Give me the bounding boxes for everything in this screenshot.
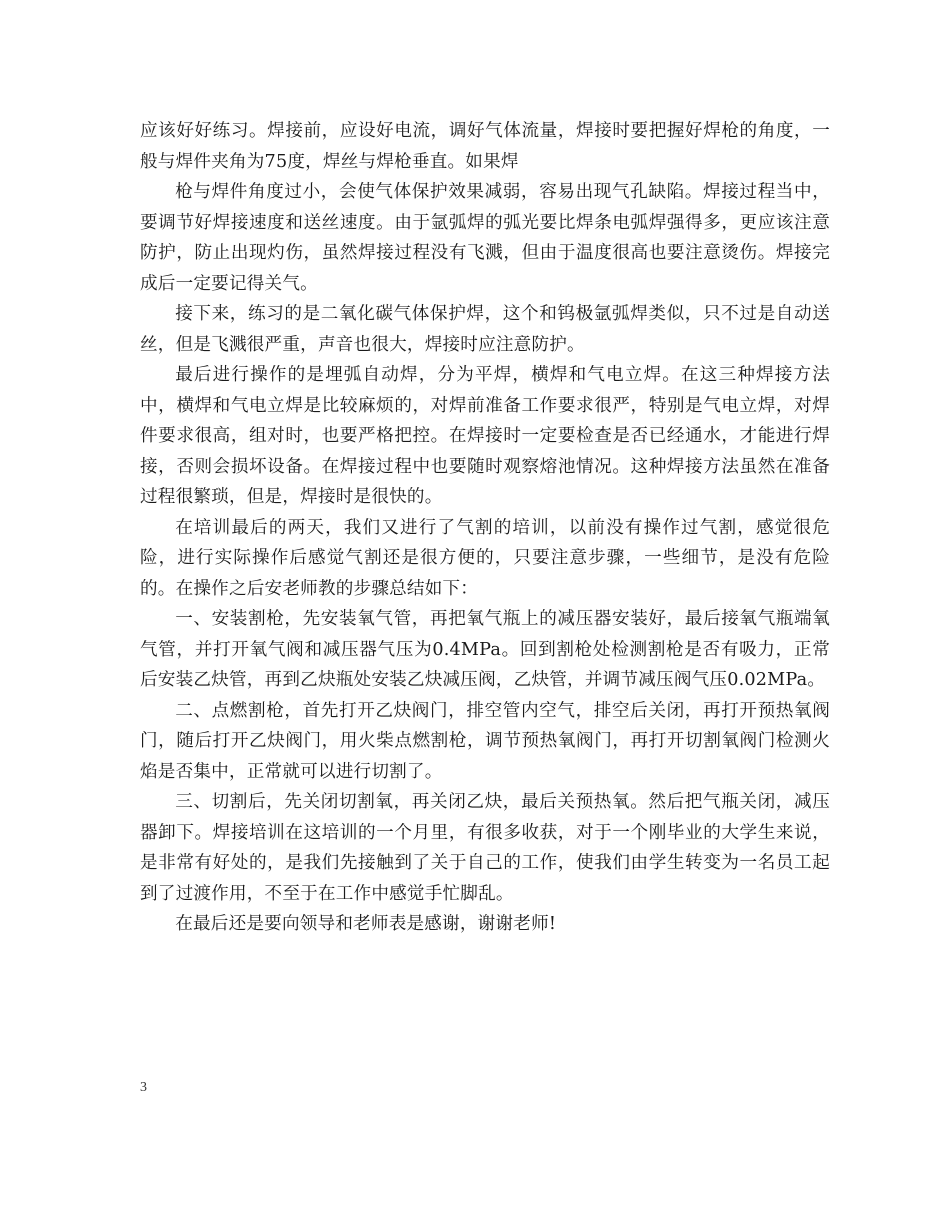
document-body [140, 116, 830, 940]
paragraph-3: 接下来，练习的是二氧化碳气体保护焊，这个和钨极氩弧焊类似，只不过是自动送丝，但是飞溅很严重，声音也很大，焊接时应注意防护。 [140, 304, 830, 355]
paragraph-2: 枪与焊件角度过小，会使气体保护效果减弱，容易出现气孔缺陷。焊接过程当中，要调节好焊接速度和送丝速度。由于氩弧焊的弧光要比焊条电弧焊强得多，更应该注意防护，防止出现灼伤，虽然焊接过程没有飞溅，但由于温度很高也要注意烫伤。焊接完成后一定要记得关气。 [140, 182, 830, 294]
paragraph-8: 三、切割后，先关闭切割氧，再关闭乙炔，最后关预热氧。然后把气瓶关闭，减压器卸下。焊接培训在这培训的一个月里，有很多收获，对于一个刚毕业的大学生来说，是非常有好处的，是我们先接触到了关于自己的工作，使我们由学生转变为一名员工起到了过渡作用，不至于在工作中感觉手忙脚乱。 [140, 792, 830, 904]
paragraph-6: 一、安装割枪，先安装氧气管，再把氧气瓶上的减压器安装好，最后接氧气瓶端氧气管，并打开氧气阀和减压器气压为0.4MPa。回到割枪处检测割枪是否有吸力，正常后安装乙炔管，再到乙炔瓶处安装乙炔减压阀，乙炔管，并调节减压阀气压0.02MPa。 [140, 609, 830, 690]
paragraph-4: 最后进行操作的是埋弧自动焊，分为平焊，横焊和气电立焊。在这三种焊接方法中，横焊和气电立焊是比较麻烦的，对焊前准备工作要求很严，特别是气电立焊，对焊件要求很高，组对时，也要严格把控。在焊接时一定要检查是否已经通水，才能进行焊接，否则会损坏设备。在焊接过程中也要随时观察熔池情况。这种焊接方法虽然在准备过程很繁琐，但是，焊接时是很快的。 [140, 365, 830, 507]
paragraph-1: 应该好好练习。焊接前，应设好电流，调好气体流量，焊接时要把握好焊枪的角度，一般与焊件夹角为75度，焊丝与焊枪垂直。如果焊 [140, 121, 830, 172]
paragraph-5: 在培训最后的两天，我们又进行了气割的培训，以前没有操作过气割，感觉很危险，进行实际操作后感觉气割还是很方便的，只要注意步骤，一些细节，是没有危险的。在操作之后安老师教的步骤总结如下： [140, 517, 830, 599]
paragraph-9: 在最后还是要向领导和老师表是感谢，谢谢老师! [175, 914, 557, 934]
page-number: 3 [140, 1080, 147, 1095]
paragraph-7: 二、点燃割枪，首先打开乙炔阀门，排空管内空气，排空后关闭，再打开预热氧阀门，随后打开乙炔阀门，用火柴点燃割枪，调节预热氧阀门，再打开切割氧阀门检测火焰是否集中，正常就可以进行切割了。 [140, 700, 830, 782]
